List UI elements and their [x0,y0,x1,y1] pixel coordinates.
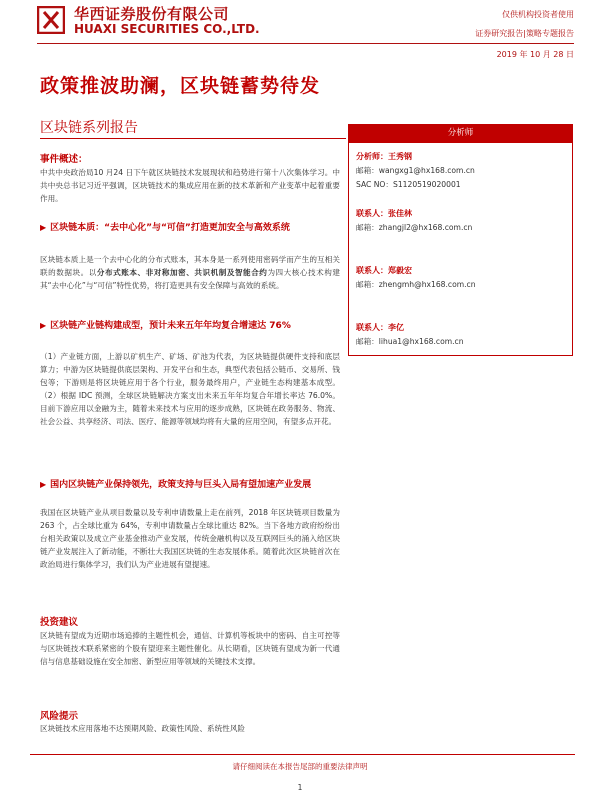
risk-text: 区块链技术应用落地不达预期风险、政策性风险、系统性风险 [40,724,246,733]
investment-heading: 投资建议 [40,617,79,628]
huaxi-logo-icon [37,6,65,34]
point-1-text-a: 区块链本质上是一个去中心化的分布式账本，其本身是一系列使用密码学而产生的互相关联的数据块。以 [40,255,340,277]
point-2-title-text: 区块链产业链构建成型，预计未来五年年均复合增速达 76% [50,321,291,331]
analyst-1-email-value[interactable]: wangxg1@hx168.com.cn [378,166,475,175]
legal-disclaimer: 请仔细阅读在本报告尾部的重要法律声明 [232,762,368,771]
analyst-1-email [356,165,475,176]
analyst-3-email-value[interactable]: zhengmh@hx168.com.cn [378,280,476,289]
point-1-title [40,221,340,235]
analyst-1-sac-label: SAC NO： [356,180,393,189]
summary-heading: 事件概述： [40,154,88,165]
point-3-title [40,478,340,492]
risk-heading: 风险提示 [40,711,79,722]
analyst-3-name: 郑毅宏 [388,266,412,275]
analyst-1-sac [356,179,475,190]
analyst-entry-1 [356,151,475,190]
analyst-4-email-label: 邮箱： [356,337,379,346]
analyst-4-role [356,322,464,333]
report-type: 证券研究报告|策略专题报告 [475,29,574,38]
point-2-text: （1）产业链方面，上游以矿机生产、矿场、矿池为代表，为区块链提供硬件支持和底层算力；中游为区块链提供底层架构、开发平台和生态，典型代表包括公链币、交易所、钱包等；下游则是将区块链应用于各个行业，服务最终用户，产业链生态构建基本成型。（2）根据 IDC 预测，全球区块链解决方案支出未来五年年均复合年增长率达 76.0%。目前下游应用以金融为主，随着未来技术与应用的逐步成熟，区块链在政务服务、物流、社会公益、共享经济、司法、医疗、能源等领域均将有大量的应用空间，有望多点开花。 [40,352,340,426]
summary-text: 中共中央政治局10 月24 日下午就区块链技术发展现状和趋势进行第十八次集体学习。中共中央总书记习近平强调，区块链技术的集成应用在新的技术革新和产业变革中起着重要作用。 [40,168,340,203]
point-1-text [40,253,340,292]
report-date: 2019 年 10 月 28 日 [496,50,574,59]
analyst-3-role-label: 联系人： [356,266,388,275]
analyst-entry-4 [356,322,464,347]
point-2-title [40,319,340,333]
report-title: 政策推波助澜，区块链蓄势待发 [40,75,321,97]
analyst-4-role-label: 联系人： [356,323,388,332]
point-1-text-bold: 分布式账本、非对称加密、共识机制及智能合约 [96,268,268,277]
analyst-4-name: 李亿 [388,323,404,332]
analyst-2-role-label: 联系人： [356,209,388,218]
brand-name-cn: 华西证券股份有限公司 [74,5,230,23]
point-3-text: 我国在区块链产业从项目数量以及专利申请数量上走在前列，2018 年区块链项目数量为 263 个，占全球比重为 64%，专利申请数量占全球比重达 82%。当下各地方政府纷纷出台相关政策以及成立产业基金推动产业发展，传统金融机构以及互联网巨头的涌入给区块链产业发展注入了新动能，不断壮大我国区块链的生态发展体系。随着此次区块链首次在政治局进行集体学习，我们认为产业进展有望提速。 [40,508,340,569]
investment-text: 区块链有望成为近期市场追捧的主题性机会，通信、计算机等板块中的密码、自主可控等与区块链技术联系紧密的个股有望迎来主题性催化。从长期看，区块链有望成为新一代通信与信息基础设施在安全加密、新型应用等领域的关键技术支撑。 [40,631,340,666]
series-title: 区块链系列报告 [40,120,138,136]
analyst-3-email [356,279,476,290]
analyst-1-role-label: 分析师： [356,152,388,161]
footer-divider [30,754,575,755]
analyst-1-role [356,151,475,162]
analyst-1-sac-value: S1120519020001 [393,180,461,189]
page-number: 1 [297,783,303,792]
triangle-bullet-icon: ▶ [40,321,47,330]
header-divider [37,43,574,44]
analyst-4-email-value[interactable]: lihua1@hx168.com.cn [378,337,464,346]
audience-note: 仅供机构投资者使用 [502,10,574,19]
triangle-bullet-icon: ▶ [40,223,47,232]
analyst-entry-3 [356,265,476,290]
analyst-2-email [356,222,472,233]
analyst-2-email-label: 邮箱： [356,223,379,232]
series-divider [40,138,346,139]
brand-name-en: HUAXI SECURITIES CO.,LTD. [74,22,260,36]
point-1-text-b: 为四大核心技术构建其“去中心化”与“可信”特性优势，将打造更具有安全保障与高效的系统。 [40,268,341,290]
analyst-entry-2 [356,208,472,233]
analyst-panel-header: 分析师 [348,124,573,143]
point-3-title-text: 国内区块链产业保持领先，政策支持与巨头入局有望加速产业发展 [50,480,312,490]
point-1-title-text: 区块链本质：“去中心化”与“可信”打造更加安全与高效系统 [50,223,290,233]
analyst-1-email-label: 邮箱： [356,166,379,175]
analyst-3-email-label: 邮箱： [356,280,379,289]
analyst-1-name: 王秀钢 [388,152,412,161]
triangle-bullet-icon: ▶ [40,480,47,489]
analyst-2-email-value[interactable]: zhangjl2@hx168.com.cn [378,223,473,232]
analyst-2-name: 张佳林 [388,209,412,218]
analyst-3-role [356,265,476,276]
analyst-2-role [356,208,472,219]
analyst-4-email [356,336,464,347]
